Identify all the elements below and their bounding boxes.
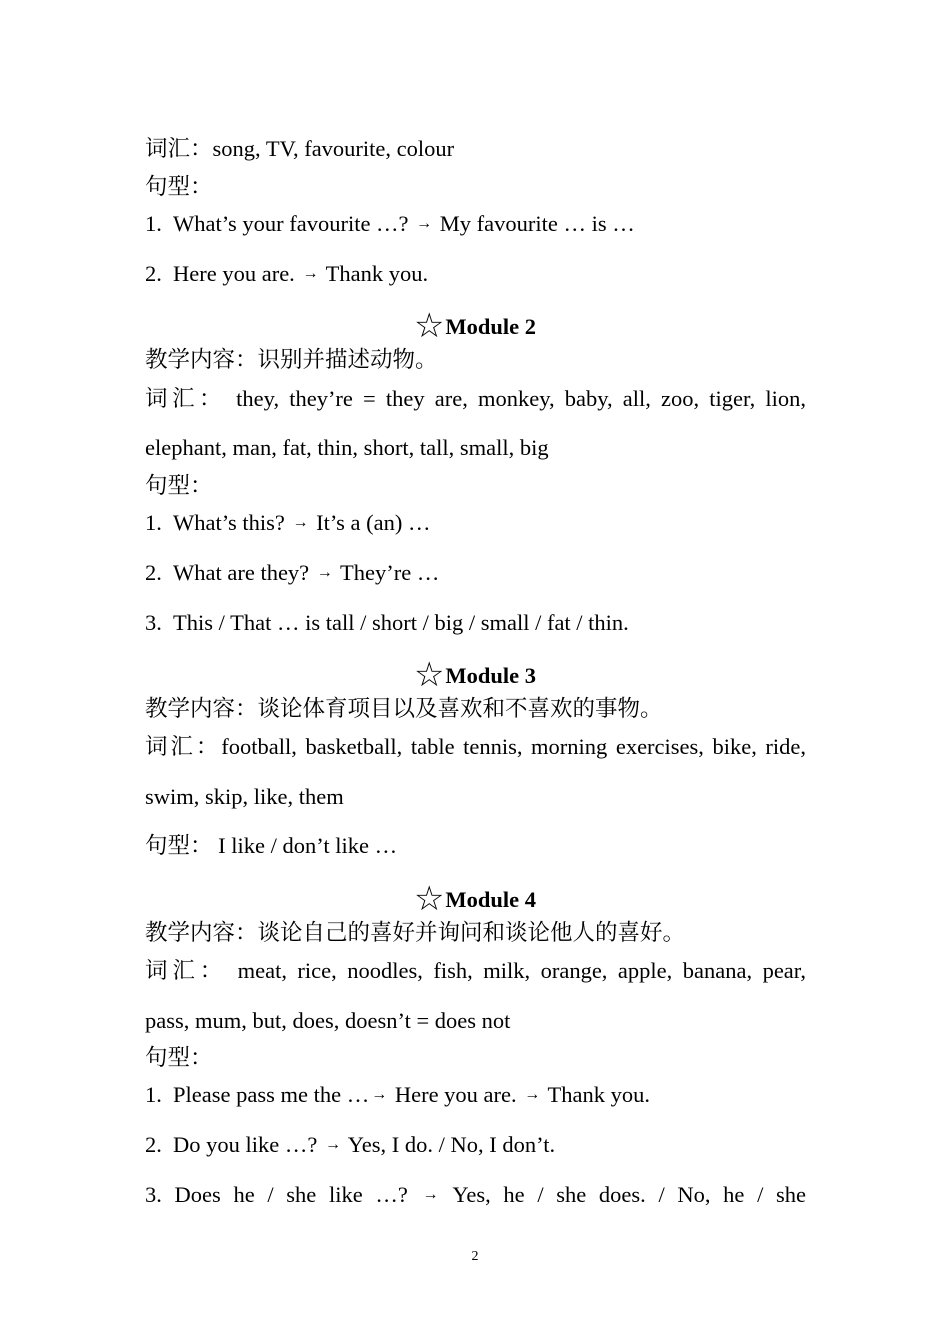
module-2-heading <box>0 308 950 345</box>
m4-vocab-line-1 <box>145 956 806 986</box>
m3-pattern-line <box>145 831 806 861</box>
module-title: Module 4 <box>445 887 537 912</box>
pattern-text: This / That … is tall / short / big / small / fat / thin. <box>173 610 629 635</box>
m4-pattern-3 <box>145 1180 806 1213</box>
star-icon: ☆ <box>413 881 445 918</box>
arrow-icon: → <box>422 1186 439 1203</box>
content-text: 谈论体育项目以及喜欢和不喜欢的事物。 <box>257 696 663 721</box>
module-title: Module 3 <box>445 663 537 688</box>
star-icon: ☆ <box>413 657 445 694</box>
m2-vocab-line-1 <box>145 384 806 414</box>
vocab-label: 词汇： <box>145 734 222 759</box>
pattern-question: What’s this? <box>173 510 285 535</box>
m2-pattern-2 <box>145 558 806 591</box>
star-icon: ☆ <box>413 308 445 345</box>
vocab-label: 词汇： <box>145 386 227 411</box>
pattern-number: 1. <box>145 1082 162 1107</box>
pattern-text: I like / don’t like … <box>218 833 398 858</box>
arrow-icon: → <box>292 514 309 531</box>
arrow-icon: → <box>324 1136 341 1153</box>
pattern-number: 2. <box>145 1132 162 1157</box>
pattern-answer: Yes, I do. / No, I don’t. <box>347 1132 556 1157</box>
module-title: Module 2 <box>445 314 537 339</box>
vocab-text: they, they’re = they are, monkey, baby, all, zoo, tiger, lion, <box>236 386 806 411</box>
top-pattern-2 <box>145 259 806 292</box>
page-number: 2 <box>471 1249 479 1264</box>
m4-pattern-1 <box>145 1080 806 1113</box>
pattern-answer: They’re … <box>340 560 440 585</box>
m4-pattern-2 <box>145 1130 806 1163</box>
m4-vocab-line-2: pass, mum, but, does, doesn’t = does not <box>145 1008 511 1033</box>
m4-content-line <box>145 918 806 948</box>
top-vocab-line <box>145 134 806 164</box>
pattern-answer: My favourite … is … <box>439 211 635 236</box>
module-4-heading <box>0 881 950 918</box>
m2-pattern-3 <box>145 608 806 638</box>
pattern-question: Do you like …? <box>173 1132 318 1157</box>
vocab-text: song, TV, favourite, colour <box>212 136 455 161</box>
m3-vocab-line-2: swim, skip, like, them <box>145 784 344 809</box>
pattern-number: 1. <box>145 211 162 236</box>
vocab-text: meat, rice, noodles, fish, milk, orange, apple, banana, pear, <box>237 958 807 983</box>
m2-content-line <box>145 345 806 375</box>
pattern-number: 3. <box>145 610 162 635</box>
top-pattern-label: 句型： <box>145 174 213 199</box>
pattern-question: What are they? <box>173 560 310 585</box>
pattern-number: 3. <box>145 1182 162 1207</box>
pattern-question: What’s your favourite …? <box>173 211 409 236</box>
content-label: 教学内容： <box>145 920 258 945</box>
m2-vocab-line-2: elephant, man, fat, thin, short, tall, small, big <box>145 435 549 460</box>
pattern-question: Please pass me the … <box>173 1082 370 1107</box>
content-label: 教学内容： <box>145 347 258 372</box>
pattern-answer: Here you are. <box>394 1082 517 1107</box>
pattern-answer: It’s a (an) … <box>316 510 431 535</box>
pattern-number: 2. <box>145 560 162 585</box>
vocab-text: football, basketball, table tennis, morning exercises, bike, ride, <box>221 734 806 759</box>
pattern-label: 句型： <box>145 833 213 858</box>
m3-content-line <box>145 694 806 724</box>
m4-pattern-label: 句型： <box>145 1045 213 1070</box>
arrow-icon: → <box>371 1086 388 1103</box>
pattern-question: Here you are. <box>173 261 295 286</box>
m2-pattern-label: 句型： <box>145 473 213 498</box>
pattern-number: 2. <box>145 261 162 286</box>
module-3-heading <box>0 657 950 694</box>
m3-vocab-line-1 <box>145 732 806 762</box>
content-text: 识别并描述动物。 <box>257 347 438 372</box>
m2-pattern-1 <box>145 508 806 541</box>
top-pattern-1 <box>145 209 806 242</box>
pattern-number: 1. <box>145 510 162 535</box>
arrow-icon: → <box>302 265 319 282</box>
content-text: 谈论自己的喜好并询问和谈论他人的喜好。 <box>257 920 686 945</box>
vocab-label: 词汇： <box>145 136 213 161</box>
arrow-icon: → <box>524 1086 541 1103</box>
pattern-answer: Thank you. <box>325 261 429 286</box>
arrow-icon: → <box>416 215 433 232</box>
vocab-label: 词汇： <box>145 958 228 983</box>
arrow-icon: → <box>316 564 333 581</box>
pattern-question: Does he / she like …? <box>174 1182 408 1207</box>
content-label: 教学内容： <box>145 696 258 721</box>
pattern-reply: Thank you. <box>547 1082 650 1107</box>
pattern-answer: Yes, he / she does. / No, he / she <box>452 1182 806 1207</box>
